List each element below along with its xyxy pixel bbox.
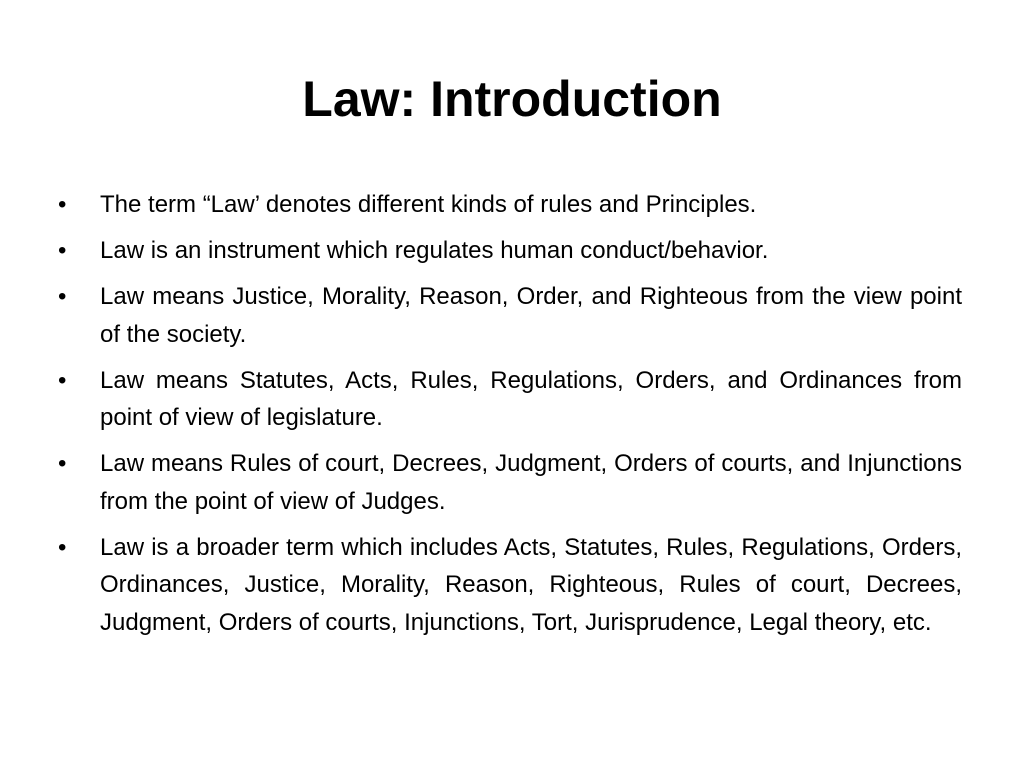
bullet-dot-icon: • xyxy=(58,191,67,218)
bullet-dot-icon: • xyxy=(58,366,67,394)
bullet-item xyxy=(56,529,962,642)
slide-title: Law: Introduction xyxy=(302,71,722,127)
bullet-item xyxy=(56,445,962,520)
bullet-text: Law is a broader term which includes Acts, Statutes, Rules, Regulations, Orders, Ordinances, Justice, Morality, Reason, Righteous, Rules of court, Decrees, Judgment, Orders of courts, Injunctions, Tort, Jurisprudence, Legal theory, etc. xyxy=(100,533,962,636)
bullet-dot-icon: • xyxy=(58,533,67,561)
bullet-text: Law means Statutes, Acts, Rules, Regulations, Orders, and Ordinances from point of view of legislature. xyxy=(100,366,962,431)
bullet-text: Law means Rules of court, Decrees, Judgment, Orders of courts, and Injunctions from the point of view of Judges. xyxy=(100,450,962,515)
bullet-dot-icon: • xyxy=(58,237,67,264)
bullet-text: The term “Law’ denotes different kinds of rules and Principles. xyxy=(100,191,757,218)
bullet-dot-icon: • xyxy=(58,283,67,310)
bullet-item xyxy=(56,362,962,437)
bullet-item xyxy=(56,278,962,353)
bullet-item xyxy=(56,186,962,224)
bullet-dot-icon: • xyxy=(58,450,67,477)
bullet-text: Law means Justice, Morality, Reason, Order, and Righteous from the view point of the society. xyxy=(100,283,962,348)
bullet-list xyxy=(56,186,962,650)
bullet-text: Law is an instrument which regulates human conduct/behavior. xyxy=(100,237,769,264)
bullet-item xyxy=(56,232,962,270)
